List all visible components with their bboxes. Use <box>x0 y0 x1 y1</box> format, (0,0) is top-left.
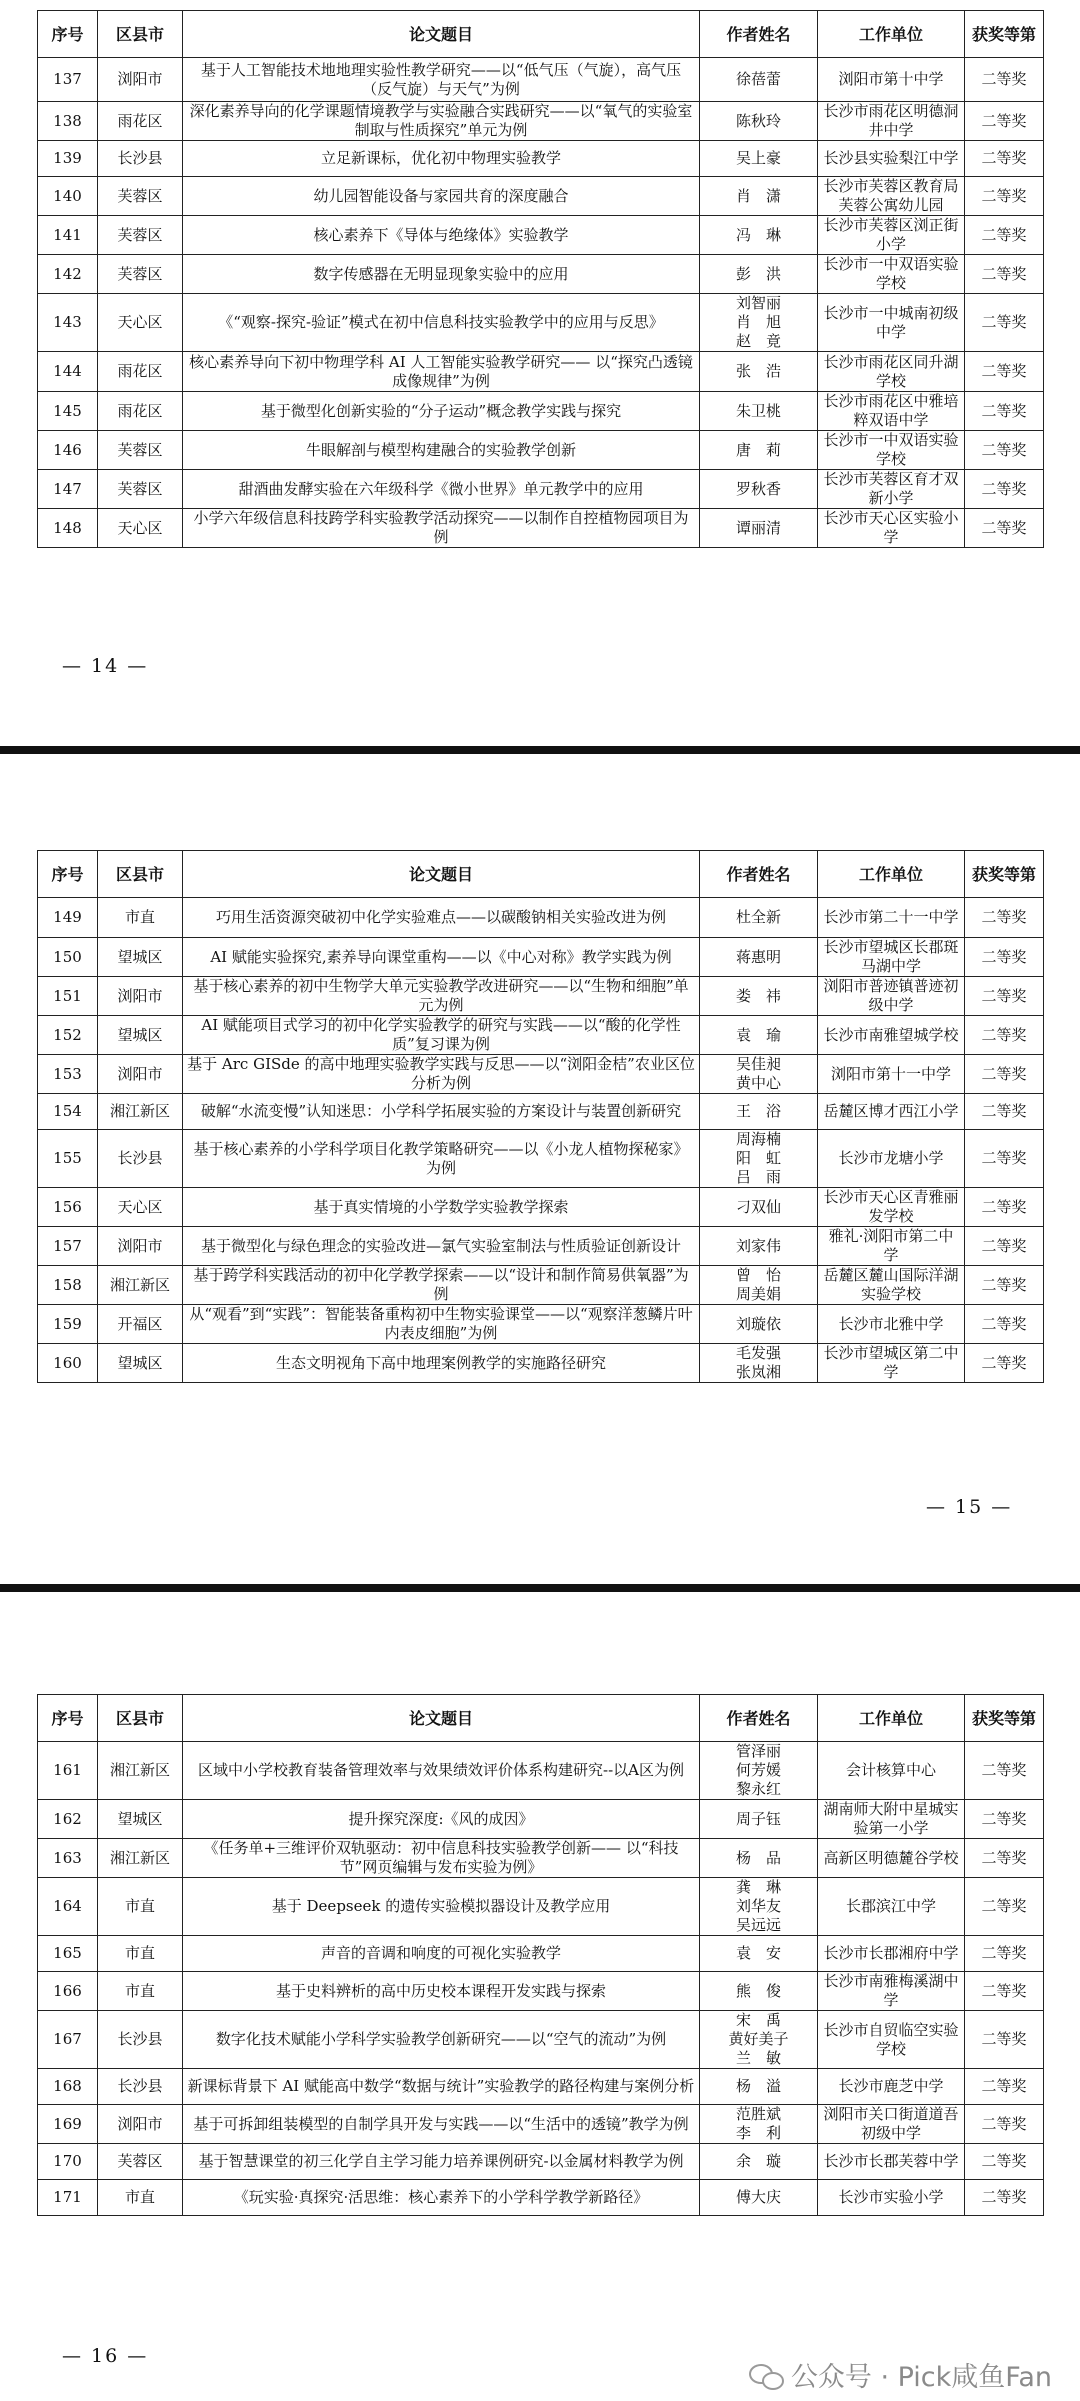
award-level: 二等奖 <box>965 141 1044 177</box>
award-level: 二等奖 <box>965 2105 1044 2144</box>
table-row <box>38 1094 1044 1130</box>
work-unit: 长沙市自贸临空实验学校 <box>818 2011 965 2069</box>
county: 长沙县 <box>98 2011 183 2069</box>
author-name: 罗秋香 <box>700 470 818 509</box>
table-row <box>38 1839 1044 1878</box>
column-header: 作者姓名 <box>700 1695 818 1742</box>
table-row <box>38 102 1044 141</box>
table-row <box>38 1800 1044 1839</box>
column-header: 序号 <box>38 1695 98 1742</box>
work-unit: 长沙市芙蓉区育才双新小学 <box>818 470 965 509</box>
award-level: 二等奖 <box>965 2180 1044 2216</box>
author-name: 杨 溢 <box>700 2069 818 2105</box>
author-name: 吴上豪 <box>700 141 818 177</box>
work-unit: 岳麓区麓山国际洋湖实验学校 <box>818 1266 965 1305</box>
column-header: 获奖等第 <box>965 11 1044 58</box>
row-number: 152 <box>38 1016 98 1055</box>
column-header: 论文题目 <box>183 11 700 58</box>
table-row <box>38 1305 1044 1344</box>
county: 芙蓉区 <box>98 255 183 294</box>
author-name: 徐蓓蕾 <box>700 58 818 102</box>
award-level: 二等奖 <box>965 177 1044 216</box>
author-name: 熊 俊 <box>700 1972 818 2011</box>
paper-title: 提升探究深度:《风的成因》 <box>183 1800 700 1839</box>
row-number: 163 <box>38 1839 98 1878</box>
row-number: 159 <box>38 1305 98 1344</box>
work-unit: 长沙县实验梨江中学 <box>818 141 965 177</box>
author-name: 蒋惠明 <box>700 938 818 977</box>
column-header: 论文题目 <box>183 1695 700 1742</box>
paper-title: 基于 Arc GISde 的高中地理实验教学实践与反思——以“浏阳金桔”农业区位分析为例 <box>183 1055 700 1094</box>
column-header: 工作单位 <box>818 11 965 58</box>
table-row <box>38 1227 1044 1266</box>
page-separator <box>0 1584 1080 1592</box>
award-level: 二等奖 <box>965 392 1044 431</box>
author-name: 毛发强 张岚湘 <box>700 1344 818 1383</box>
paper-title: 基于人工智能技术地地理实验性教学研究——以“低气压（气旋），高气压（反气旋）与天气”为例 <box>183 58 700 102</box>
award-level: 二等奖 <box>965 1055 1044 1094</box>
column-header: 作者姓名 <box>700 11 818 58</box>
work-unit: 长沙市天心区青雅丽发学校 <box>818 1188 965 1227</box>
award-level: 二等奖 <box>965 294 1044 352</box>
table-body <box>38 898 1044 1383</box>
work-unit: 浏阳市第十一中学 <box>818 1055 965 1094</box>
paper-title: 数字传感器在无明显现象实验中的应用 <box>183 255 700 294</box>
row-number: 160 <box>38 1344 98 1383</box>
row-number: 165 <box>38 1936 98 1972</box>
paper-title: 基于微型化创新实验的“分子运动”概念教学实践与探究 <box>183 392 700 431</box>
paper-title: 数字化技术赋能小学科学实验教学创新研究——以“空气的流动”为例 <box>183 2011 700 2069</box>
award-level: 二等奖 <box>965 898 1044 938</box>
award-level: 二等奖 <box>965 352 1044 392</box>
table-body <box>38 58 1044 548</box>
paper-title: 深化素养导向的化学课题情境教学与实验融合实践研究——以“氧气的实验室制取与性质探究”单元为例 <box>183 102 700 141</box>
award-level: 二等奖 <box>965 977 1044 1016</box>
work-unit: 雅礼·浏阳市第二中学 <box>818 1227 965 1266</box>
row-number: 150 <box>38 938 98 977</box>
table-row <box>38 141 1044 177</box>
row-number: 168 <box>38 2069 98 2105</box>
author-name: 范胜斌 李 利 <box>700 2105 818 2144</box>
table-row <box>38 431 1044 470</box>
county: 长沙县 <box>98 141 183 177</box>
table-row <box>38 255 1044 294</box>
work-unit: 岳麓区博才西江小学 <box>818 1094 965 1130</box>
row-number: 155 <box>38 1130 98 1188</box>
paper-title: 甜酒曲发酵实验在六年级科学《微小世界》单元教学中的应用 <box>183 470 700 509</box>
county: 芙蓉区 <box>98 216 183 255</box>
document-page-15 <box>0 754 1080 1584</box>
row-number: 138 <box>38 102 98 141</box>
page-number: — 15 — <box>926 1496 1013 1518</box>
award-level: 二等奖 <box>965 58 1044 102</box>
row-number: 164 <box>38 1878 98 1936</box>
paper-title: 破解“水流变慢”认知迷思：小学科学拓展实验的方案设计与装置创新研究 <box>183 1094 700 1130</box>
page-number: — 14 — <box>62 655 149 677</box>
county: 湘江新区 <box>98 1742 183 1800</box>
paper-title: 区域中小学校教育装备管理效率与效果绩效评价体系构建研究--以A区为例 <box>183 1742 700 1800</box>
work-unit: 长沙市芙蓉区浏正街小学 <box>818 216 965 255</box>
table-row <box>38 1188 1044 1227</box>
county: 市直 <box>98 2180 183 2216</box>
paper-title: 核心素养导向下初中物理学科 AI 人工智能实验教学研究—— 以“探究凸透镜成像规律”为例 <box>183 352 700 392</box>
author-name: 袁 安 <box>700 1936 818 1972</box>
author-name: 刁双仙 <box>700 1188 818 1227</box>
county: 芙蓉区 <box>98 2144 183 2180</box>
paper-title: 《“观察-探究-验证”模式在初中信息科技实验教学中的应用与反思》 <box>183 294 700 352</box>
paper-title: 立足新课标，优化初中物理实验教学 <box>183 141 700 177</box>
award-level: 二等奖 <box>965 1878 1044 1936</box>
award-level: 二等奖 <box>965 2069 1044 2105</box>
work-unit: 长沙市雨花区明德洞井中学 <box>818 102 965 141</box>
county: 雨花区 <box>98 392 183 431</box>
county: 雨花区 <box>98 102 183 141</box>
award-level: 二等奖 <box>965 2011 1044 2069</box>
row-number: 157 <box>38 1227 98 1266</box>
table-row <box>38 352 1044 392</box>
row-number: 149 <box>38 898 98 938</box>
work-unit: 长沙市鹿芝中学 <box>818 2069 965 2105</box>
table-row <box>38 1878 1044 1936</box>
award-level: 二等奖 <box>965 1188 1044 1227</box>
table-row <box>38 1344 1044 1383</box>
paper-title: AI 赋能实验探究,素养导向课堂重构——以《中心对称》教学实践为例 <box>183 938 700 977</box>
table-header-row <box>38 851 1044 898</box>
award-level: 二等奖 <box>965 216 1044 255</box>
award-level: 二等奖 <box>965 1227 1044 1266</box>
author-name: 余 璇 <box>700 2144 818 2180</box>
county: 湘江新区 <box>98 1839 183 1878</box>
column-header: 工作单位 <box>818 851 965 898</box>
work-unit: 湖南师大附中星城实验第一小学 <box>818 1800 965 1839</box>
county: 市直 <box>98 898 183 938</box>
column-header: 论文题目 <box>183 851 700 898</box>
award-level: 二等奖 <box>965 1800 1044 1839</box>
table-row <box>38 216 1044 255</box>
paper-title: 声音的音调和响度的可视化实验教学 <box>183 1936 700 1972</box>
work-unit: 会计核算中心 <box>818 1742 965 1800</box>
county: 市直 <box>98 1972 183 2011</box>
table-row <box>38 392 1044 431</box>
author-name: 唐 莉 <box>700 431 818 470</box>
row-number: 162 <box>38 1800 98 1839</box>
work-unit: 高新区明德麓谷学校 <box>818 1839 965 1878</box>
award-level: 二等奖 <box>965 1344 1044 1383</box>
award-level: 二等奖 <box>965 1094 1044 1130</box>
column-header: 序号 <box>38 851 98 898</box>
work-unit: 长沙市雨花区同升湖学校 <box>818 352 965 392</box>
column-header: 获奖等第 <box>965 851 1044 898</box>
county: 芙蓉区 <box>98 431 183 470</box>
paper-title: 基于真实情境的小学数学实验教学探索 <box>183 1188 700 1227</box>
work-unit: 长沙市一中城南初级中学 <box>818 294 965 352</box>
row-number: 143 <box>38 294 98 352</box>
award-table <box>37 1694 1044 2216</box>
table-row <box>38 1266 1044 1305</box>
row-number: 141 <box>38 216 98 255</box>
table-row <box>38 2105 1044 2144</box>
paper-title: AI 赋能项目式学习的初中化学实验教学的研究与实践——以“酸的化学性质”复习课为例 <box>183 1016 700 1055</box>
paper-title: 基于智慧课堂的初三化学自主学习能力培养课例研究-以金属材料教学为例 <box>183 2144 700 2180</box>
county: 望城区 <box>98 1344 183 1383</box>
award-level: 二等奖 <box>965 470 1044 509</box>
row-number: 148 <box>38 509 98 548</box>
author-name: 曾 怡 周美娟 <box>700 1266 818 1305</box>
column-header: 工作单位 <box>818 1695 965 1742</box>
table-row <box>38 58 1044 102</box>
row-number: 140 <box>38 177 98 216</box>
author-name: 周海楠 阳 虹 吕 雨 <box>700 1130 818 1188</box>
table-row <box>38 177 1044 216</box>
page-number: — 16 — <box>62 2345 149 2367</box>
author-name: 王 浴 <box>700 1094 818 1130</box>
work-unit: 长沙市雨花区中雅培粹双语中学 <box>818 392 965 431</box>
award-level: 二等奖 <box>965 509 1044 548</box>
award-level: 二等奖 <box>965 2144 1044 2180</box>
paper-title: 小学六年级信息科技跨学科实验教学活动探究——以制作自控植物园项目为例 <box>183 509 700 548</box>
county: 湘江新区 <box>98 1094 183 1130</box>
column-header: 区县市 <box>98 1695 183 1742</box>
work-unit: 长沙市长郡芙蓉中学 <box>818 2144 965 2180</box>
row-number: 158 <box>38 1266 98 1305</box>
county: 浏阳市 <box>98 2105 183 2144</box>
award-level: 二等奖 <box>965 255 1044 294</box>
paper-title: 新课标背景下 AI 赋能高中数学“数据与统计”实验教学的路径构建与案例分析 <box>183 2069 700 2105</box>
paper-title: 基于可拆卸组装模型的自制学具开发与实践——以“生活中的透镜”教学为例 <box>183 2105 700 2144</box>
paper-title: 基于 Deepseek 的遗传实验模拟器设计及教学应用 <box>183 1878 700 1936</box>
county: 芙蓉区 <box>98 470 183 509</box>
author-name: 宋 禹 黄好美子 兰 敏 <box>700 2011 818 2069</box>
award-level: 二等奖 <box>965 1839 1044 1878</box>
row-number: 156 <box>38 1188 98 1227</box>
row-number: 147 <box>38 470 98 509</box>
county: 芙蓉区 <box>98 177 183 216</box>
author-name: 陈秋玲 <box>700 102 818 141</box>
author-name: 杨 品 <box>700 1839 818 1878</box>
county: 市直 <box>98 1936 183 1972</box>
document-page-16 <box>0 1592 1080 2401</box>
work-unit: 长沙市长郡湘府中学 <box>818 1936 965 1972</box>
author-name: 谭丽清 <box>700 509 818 548</box>
award-level: 二等奖 <box>965 938 1044 977</box>
table-row <box>38 938 1044 977</box>
work-unit: 长沙市天心区实验小学 <box>818 509 965 548</box>
table-row <box>38 2011 1044 2069</box>
row-number: 144 <box>38 352 98 392</box>
work-unit: 浏阳市第十中学 <box>818 58 965 102</box>
column-header: 获奖等第 <box>965 1695 1044 1742</box>
row-number: 142 <box>38 255 98 294</box>
county: 湘江新区 <box>98 1266 183 1305</box>
county: 雨花区 <box>98 352 183 392</box>
row-number: 166 <box>38 1972 98 2011</box>
county: 天心区 <box>98 294 183 352</box>
county: 望城区 <box>98 1016 183 1055</box>
county: 天心区 <box>98 509 183 548</box>
paper-title: 牛眼解剖与模型构建融合的实验教学创新 <box>183 431 700 470</box>
table-row <box>38 1016 1044 1055</box>
paper-title: 基于微型化与绿色理念的实验改进—氯气实验室制法与性质验证创新设计 <box>183 1227 700 1266</box>
work-unit: 浏阳市关口街道道吾初级中学 <box>818 2105 965 2144</box>
table-row <box>38 470 1044 509</box>
work-unit: 长沙市一中双语实验学校 <box>818 431 965 470</box>
table-row <box>38 1742 1044 1800</box>
column-header: 序号 <box>38 11 98 58</box>
row-number: 153 <box>38 1055 98 1094</box>
county: 市直 <box>98 1878 183 1936</box>
table-row <box>38 294 1044 352</box>
paper-title: 巧用生活资源突破初中化学实验难点——以碳酸钠相关实验改进为例 <box>183 898 700 938</box>
row-number: 171 <box>38 2180 98 2216</box>
county: 望城区 <box>98 1800 183 1839</box>
table-row <box>38 1936 1044 1972</box>
work-unit: 长沙市南雅望城学校 <box>818 1016 965 1055</box>
county: 浏阳市 <box>98 977 183 1016</box>
award-table <box>37 10 1044 548</box>
document-page-14 <box>0 0 1080 740</box>
table-row <box>38 2180 1044 2216</box>
award-level: 二等奖 <box>965 431 1044 470</box>
author-name: 张 浩 <box>700 352 818 392</box>
work-unit: 长沙市第二十一中学 <box>818 898 965 938</box>
table-row <box>38 1972 1044 2011</box>
row-number: 169 <box>38 2105 98 2144</box>
work-unit: 长沙市北雅中学 <box>818 1305 965 1344</box>
award-level: 二等奖 <box>965 102 1044 141</box>
award-level: 二等奖 <box>965 1016 1044 1055</box>
work-unit: 长沙市芙蓉区教育局芙蓉公寓幼儿园 <box>818 177 965 216</box>
county: 长沙县 <box>98 1130 183 1188</box>
row-number: 137 <box>38 58 98 102</box>
work-unit: 浏阳市普迹镇普迹初级中学 <box>818 977 965 1016</box>
award-level: 二等奖 <box>965 1305 1044 1344</box>
county: 开福区 <box>98 1305 183 1344</box>
county: 天心区 <box>98 1188 183 1227</box>
paper-title: 基于核心素养的小学科学项目化教学策略研究——以《小龙人植物探秘家》为例 <box>183 1130 700 1188</box>
author-name: 彭 洪 <box>700 255 818 294</box>
award-level: 二等奖 <box>965 1742 1044 1800</box>
wechat-icon <box>749 2362 783 2388</box>
county: 浏阳市 <box>98 1227 183 1266</box>
row-number: 161 <box>38 1742 98 1800</box>
work-unit: 长沙市望城区第二中学 <box>818 1344 965 1383</box>
author-name: 杜全新 <box>700 898 818 938</box>
county: 长沙县 <box>98 2069 183 2105</box>
work-unit: 长沙市南雅梅溪湖中学 <box>818 1972 965 2011</box>
table-row <box>38 1055 1044 1094</box>
table-row <box>38 1130 1044 1188</box>
paper-title: 基于核心素养的初中生物学大单元实验教学改进研究——以“生物和细胞”单元为例 <box>183 977 700 1016</box>
watermark <box>749 2355 1052 2394</box>
table-row <box>38 898 1044 938</box>
row-number: 167 <box>38 2011 98 2069</box>
row-number: 154 <box>38 1094 98 1130</box>
work-unit: 长郡滨江中学 <box>818 1878 965 1936</box>
county: 浏阳市 <box>98 58 183 102</box>
paper-title: 基于史料辨析的高中历史校本课程开发实践与探索 <box>183 1972 700 2011</box>
column-header: 区县市 <box>98 11 183 58</box>
column-header: 区县市 <box>98 851 183 898</box>
award-level: 二等奖 <box>965 1130 1044 1188</box>
author-name: 朱卫桃 <box>700 392 818 431</box>
row-number: 170 <box>38 2144 98 2180</box>
award-table <box>37 850 1044 1383</box>
row-number: 146 <box>38 431 98 470</box>
award-level: 二等奖 <box>965 1972 1044 2011</box>
page-separator <box>0 746 1080 754</box>
table-header-row <box>38 1695 1044 1742</box>
work-unit: 长沙市一中双语实验学校 <box>818 255 965 294</box>
column-header: 作者姓名 <box>700 851 818 898</box>
table-row <box>38 977 1044 1016</box>
table-body <box>38 1742 1044 2216</box>
row-number: 139 <box>38 141 98 177</box>
author-name: 娄 祎 <box>700 977 818 1016</box>
author-name: 管泽丽 何芳媛 黎永红 <box>700 1742 818 1800</box>
paper-title: 核心素养下《导体与绝缘体》实验教学 <box>183 216 700 255</box>
row-number: 151 <box>38 977 98 1016</box>
row-number: 145 <box>38 392 98 431</box>
paper-title: 生态文明视角下高中地理案例教学的实施路径研究 <box>183 1344 700 1383</box>
table-row <box>38 2069 1044 2105</box>
watermark-text: 公众号 · Pick咸鱼Fan <box>790 2362 1052 2393</box>
work-unit: 长沙市实验小学 <box>818 2180 965 2216</box>
county: 望城区 <box>98 938 183 977</box>
paper-title: 《任务单+三维评价双轨驱动：初中信息科技实验教学创新—— 以“科技节”网页编辑与发布实验为例》 <box>183 1839 700 1878</box>
author-name: 袁 瑜 <box>700 1016 818 1055</box>
author-name: 傅大庆 <box>700 2180 818 2216</box>
author-name: 刘家伟 <box>700 1227 818 1266</box>
award-level: 二等奖 <box>965 1936 1044 1972</box>
paper-title: 基于跨学科实践活动的初中化学教学探索——以“设计和制作简易供氧器”为例 <box>183 1266 700 1305</box>
author-name: 冯 琳 <box>700 216 818 255</box>
work-unit: 长沙市望城区长郡斑马湖中学 <box>818 938 965 977</box>
paper-title: 从“观看”到“实践”：智能装备重构初中生物实验课堂——以“观察洋葱鳞片叶内表皮细胞”为例 <box>183 1305 700 1344</box>
paper-title: 幼儿园智能设备与家园共育的深度融合 <box>183 177 700 216</box>
table-row <box>38 509 1044 548</box>
paper-title: 《玩实验·真探究·活思维：核心素养下的小学科学教学新路径》 <box>183 2180 700 2216</box>
author-name: 刘璇依 <box>700 1305 818 1344</box>
award-level: 二等奖 <box>965 1266 1044 1305</box>
county: 浏阳市 <box>98 1055 183 1094</box>
author-name: 肖 潇 <box>700 177 818 216</box>
author-name: 刘智丽 肖 旭 赵 竟 <box>700 294 818 352</box>
author-name: 龚 琳 刘华友 吴远远 <box>700 1878 818 1936</box>
table-row <box>38 2144 1044 2180</box>
author-name: 周子钰 <box>700 1800 818 1839</box>
table-header-row <box>38 11 1044 58</box>
author-name: 吴佳昶 黄中心 <box>700 1055 818 1094</box>
work-unit: 长沙市龙塘小学 <box>818 1130 965 1188</box>
